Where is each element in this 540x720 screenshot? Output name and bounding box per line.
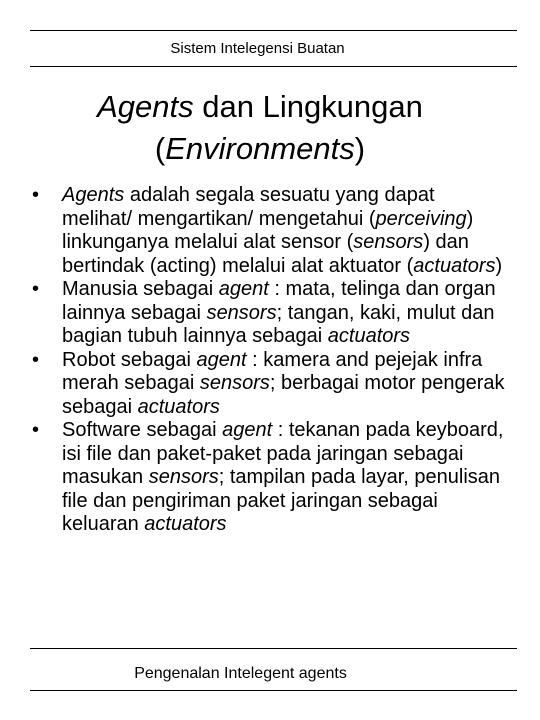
bullet-italic-term: sensors <box>353 231 424 253</box>
bullet-italic-term: Agents <box>62 184 125 206</box>
header-rule-top <box>30 30 517 31</box>
bullet-text: : kamera and pejejak infra merah sebagai <box>62 348 483 394</box>
header-rule-bottom <box>30 66 517 67</box>
bullet-italic-term: agent <box>218 278 269 300</box>
bullet-italic-term: actuators <box>137 395 220 418</box>
slide-title-close-paren: ) <box>354 131 366 166</box>
bullet-text: : tekanan pada keyboard, isi file dan paket-paket pada jaringan sebagai masukan <box>62 419 504 488</box>
bullet-item <box>30 349 510 420</box>
bullet-item <box>30 278 510 349</box>
bullet-italic-term: actuators <box>413 254 496 277</box>
bullet-text: Software sebagai <box>62 419 223 441</box>
bullet-text: ) linkunganya melalui alat sensor ( <box>62 207 474 253</box>
slide-title-line-1 <box>40 86 480 128</box>
bullet-italic-term: agent <box>222 419 273 441</box>
footer-text: Pengenalan Intelegent agents <box>134 665 347 682</box>
bullet-dot: • <box>32 348 40 371</box>
bullet-item <box>30 184 510 278</box>
bullet-text: ; tangan, kaki, mulut dan bagian tubuh lainnya sebagai <box>62 301 495 347</box>
bullet-text: Robot sebagai <box>62 348 197 371</box>
bullet-text: adalah segala sesuatu yang dapat melihat/ mengartikan/ mengetahui ( <box>62 184 435 230</box>
slide-title <box>40 86 480 170</box>
bullet-text: ; berbagai motor pengerak sebagai <box>62 372 505 418</box>
slide-title-line-2 <box>40 128 480 170</box>
bullet-text: ; tampilan pada layar, penulisan file dan pengiriman paket jaringan sebagai keluaran <box>62 466 501 535</box>
bullet-italic-term: sensors <box>148 466 219 488</box>
bullet-dot: • <box>32 278 40 300</box>
slide-title-italic-agents: Agents <box>97 89 194 124</box>
bullet-italic-term: actuators <box>144 513 227 535</box>
footer-rule-bottom <box>30 690 517 691</box>
bullet-italic-term: actuators <box>327 325 411 347</box>
slide-title-rest: dan Lingkungan <box>193 89 423 124</box>
bullet-item <box>30 419 510 537</box>
bullet-italic-term: sensors <box>199 372 270 394</box>
bullet-text: Manusia sebagai <box>62 278 219 300</box>
slide-title-open-paren: ( <box>154 131 166 166</box>
bullet-list <box>30 184 510 537</box>
bullet-italic-term: perceiving <box>375 207 467 230</box>
header-title: Sistem Intelegensi Buatan <box>170 40 345 57</box>
bullet-text: : mata, telinga dan organ lainnya sebagai <box>62 278 496 324</box>
bullet-italic-term: sensors <box>206 301 277 324</box>
bullet-italic-term: agent <box>196 348 247 371</box>
slide-title-italic-environments: Environments <box>165 131 355 166</box>
bullet-text: ) <box>495 254 503 277</box>
footer-rule-top <box>30 648 517 649</box>
bullet-text: ) dan bertindak (acting) melalui alat aktuator ( <box>62 231 469 277</box>
bullet-dot: • <box>32 419 40 441</box>
bullet-dot: • <box>32 184 40 206</box>
